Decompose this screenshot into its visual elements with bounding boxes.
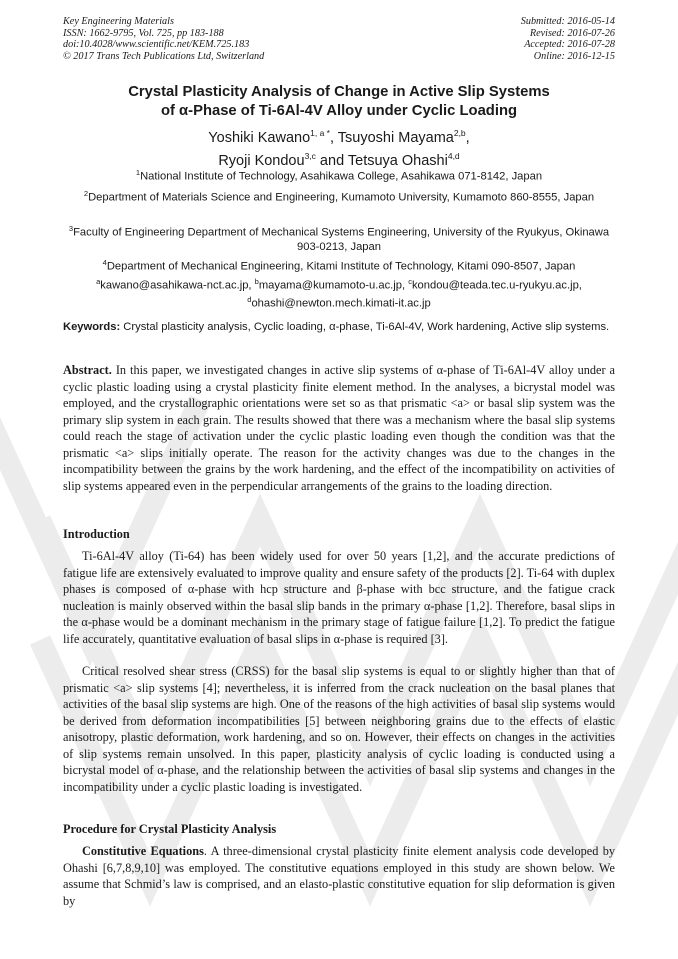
- affiliation-sup: 2: [83, 189, 89, 198]
- author-name: , Tsuyoshi Mayama: [330, 129, 454, 146]
- procedure-heading: Procedure for Crystal Plasticity Analysis: [63, 822, 277, 836]
- affiliation-4: [63, 256, 615, 274]
- subsection-label: Constitutive Equations: [82, 844, 204, 858]
- affiliation-text: Faculty of Engineering Department of Mechanical Systems Engineering, University of the Ryukyus, Okinawa 903-0213, Japan: [73, 226, 610, 254]
- introduction-paragraph-1: Ti-6Al-4V alloy (Ti-64) has been widely used for over 50 years [1,2], and the accurate predictions of fatigue life are extensively evaluated to improve quality and ensure safety of the products [2]. Ti-64 with duplex phases is composed of α-phase with hcp structure and β-phase with bcc structure, and the fatigue crack nucleation is mainly observed within the basal slip bands in the primary α-phase [1,2]. Therefore, basal slips in the α-phase would be a dominant mechanism in the primary stage of fatigue failure [1,2]. To predict the fatigue life accurately, quantitative evaluation of basal slips in α-phase is required [3].: [63, 549, 615, 646]
- author-name: Ryoji Kondou: [218, 153, 305, 170]
- affiliation-text: Department of Materials Science and Engineering, Kumamoto University, Kumamoto 860-8555, Japan: [88, 191, 595, 204]
- title-line-2: of α-Phase of Ti-6Al-4V Alloy under Cyclic Loading: [160, 103, 518, 119]
- affiliation-1: [63, 166, 615, 184]
- accepted-date: Accepted: 2016-07-28: [524, 39, 615, 51]
- affiliation-sup: 4: [102, 258, 107, 267]
- introduction-heading: Introduction: [63, 527, 130, 541]
- revised-date: Revised: 2016-07-26: [529, 27, 615, 39]
- abstract-label: Abstract.: [63, 363, 112, 377]
- copyright-line: © 2017 Trans Tech Publications Ltd, Switzerland: [63, 50, 265, 62]
- affiliation-text: National Institute of Technology, Asahikawa College, Asahikawa 071-8142, Japan: [140, 170, 543, 183]
- email-sup: a: [96, 277, 101, 286]
- affiliation-text: Department of Mechanical Engineering, Kitami Institute of Technology, Kitami 090-8507, Japan: [106, 260, 576, 273]
- abstract-block: [63, 362, 615, 494]
- author-name: and Tetsuya Ohashi: [315, 153, 448, 170]
- email-address: kawano@asahikawa-nct.ac.jp,: [100, 279, 255, 292]
- affiliation-2: [63, 187, 615, 205]
- doi-line: doi:10.4028/www.scientific.net/KEM.725.183: [63, 39, 250, 51]
- publication-dates: [521, 16, 615, 62]
- keywords-label: Keywords:: [63, 321, 121, 333]
- email-sup: c: [408, 277, 412, 286]
- email-list: [63, 275, 615, 312]
- journal-name: Key Engineering Materials: [63, 16, 174, 27]
- author-sup: 3,c: [304, 151, 316, 162]
- journal-info: [63, 16, 264, 62]
- procedure-text: . A three-dimensional crystal plasticity finite element analysis code developed by Ohashi [6,7,8,9,10] was employed. The constitutive equations employed in this study are shown below. We assume that Schmid’s law is comprised, and an elasto-plastic constitutive equation for slip deformation is given by: [63, 844, 615, 908]
- author-sup: 1, a *: [310, 128, 330, 138]
- keywords-block: [63, 320, 615, 335]
- email-address: mayama@kumamoto-u.ac.jp,: [258, 279, 409, 292]
- submitted-date: Submitted: 2016-05-14: [520, 16, 615, 27]
- abstract-text: In this paper, we investigated changes in active slip systems of α-phase of Ti-6Al-4V alloy under a cyclic plastic loading using a crystal plasticity finite element method. In the analyses, a bicrystal model was employed, and the crystallographic orientations were set so as that prismatic <a> or basal slip system was the primary slip system in each grain. The results showed that there was a mechanism where the basal slip systems could reach the stage of activation under the cyclic plastic loading even though the condition was that the prismatic <a> slips initially operate. The reason for the activity changes was due to the changes in the incompatibility between the grains by the work hardening, and the effect of the incompatibility on activities of slip systems appeared even in the perpendicular arrangements of the grains to the loading direction.: [63, 363, 615, 493]
- email-sup: d: [247, 295, 252, 305]
- email-address: kondou@teada.tec.u-ryukyu.ac.jp,: [411, 279, 582, 292]
- author-sep: ,: [465, 129, 470, 146]
- author-sup: 2,b: [453, 128, 466, 138]
- author-name: Yoshiki Kawano: [208, 129, 311, 146]
- paper-title: [63, 83, 615, 121]
- introduction-paragraph-2: Critical resolved shear stress (CRSS) for the basal slip systems is equal to or slightly higher than that of prismatic <a> slip systems [4]; nevertheless, it is inferred from the crack nucleation on the basal planes that activities of the basal slip systems are high. One of the reasons of the high activities of basal slip systems would be derived from deformation incompatibilities [5] between neighboring grains due to the effects of elastic anisotropy, plastic deformation, work hardening, and so on. However, their effects on changes in the activities of slip systems remain unsolved. In this paper, plasticity analysis of cyclic loading is conducted using a bicrystal model of α-phase, and the relationship between the activities of basal slip systems and changes in the incompatibility under a cyclic plastic loading is investigated.: [63, 664, 615, 794]
- keywords-text: Crystal plasticity analysis, Cyclic loading, α-phase, Ti-6Al-4V, Work hardening, Active slip systems.: [120, 321, 610, 333]
- procedure-paragraph: [63, 843, 615, 909]
- affiliation-sup: 3: [68, 224, 74, 233]
- online-date: Online: 2016-12-15: [533, 50, 615, 62]
- title-line-1: Crystal Plasticity Analysis of Change in Active Slip Systems: [128, 84, 550, 100]
- affiliation-sup: 1: [135, 168, 141, 177]
- author-sup: 4,d: [447, 151, 460, 162]
- email-sup: b: [254, 277, 259, 286]
- email-address: ohashi@newton.mech.kimati-it.ac.jp: [251, 298, 431, 311]
- affiliation-3: [63, 222, 615, 255]
- issn-line: ISSN: 1662-9795, Vol. 725, pp 183-188: [63, 27, 224, 39]
- author-list: [63, 124, 615, 171]
